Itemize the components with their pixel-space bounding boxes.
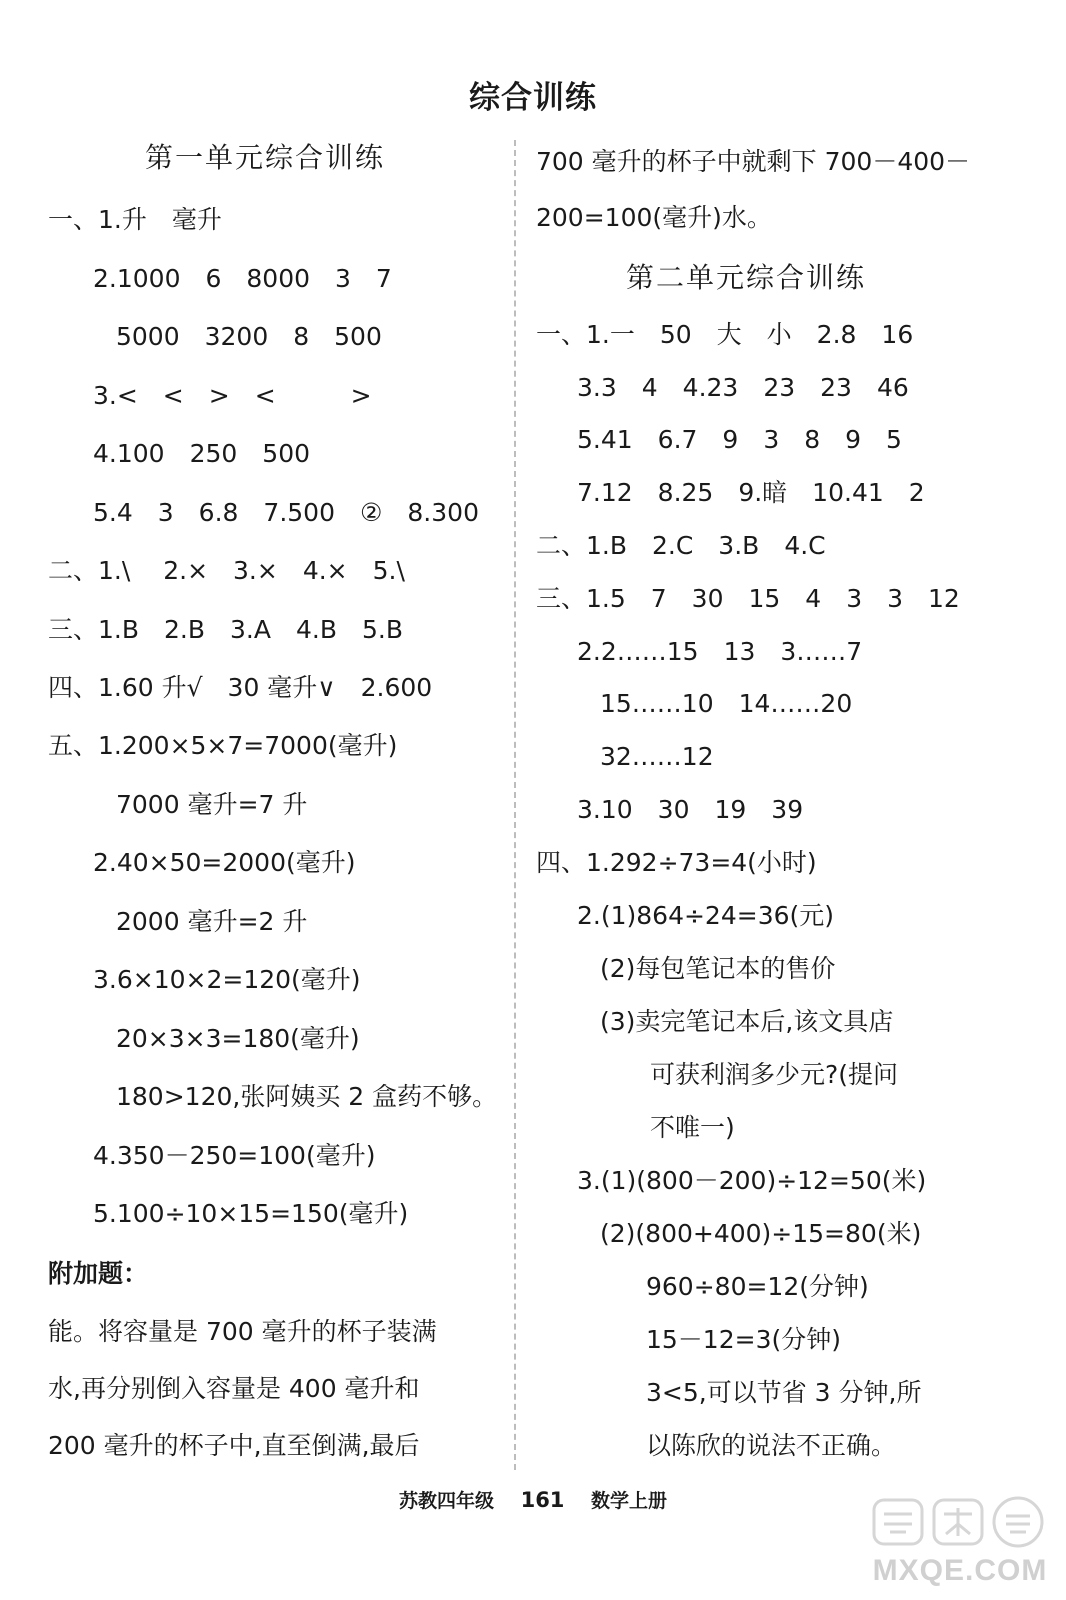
answer-line: 3.3 4 4.23 23 23 46 — [577, 373, 909, 402]
bonus-label: 附加题： — [48, 1259, 149, 1288]
answer-line: 四、1.292÷73=4(小时) — [536, 848, 817, 877]
answer-line: (3)卖完笔记本后,该文具店 — [600, 1007, 894, 1036]
section-title-unit-2: 第二单元综合训练 — [626, 261, 867, 294]
answer-line: 3.10 30 19 39 — [577, 795, 804, 824]
answer-line: 不唯一) — [650, 1113, 735, 1142]
page-number: 161 — [520, 1488, 565, 1512]
answer-line: 3.< < > < > — [93, 381, 372, 410]
answer-line: 三、1.5 7 30 15 4 3 3 12 — [536, 584, 960, 613]
answer-line: 3.6×10×2=120(毫升) — [93, 965, 361, 994]
answer-line: 32……12 — [600, 742, 714, 771]
bonus-line: 能。将容量是 700 毫升的杯子装满 — [48, 1317, 437, 1346]
footer-subject: 数学上册 — [591, 1490, 668, 1512]
answer-line: 三、1.B 2.B 3.A 4.B 5.B — [48, 615, 403, 644]
watermark-logo — [860, 1492, 1060, 1592]
answer-line: 5.100÷10×15=150(毫升) — [93, 1199, 409, 1228]
answer-line: 二、1.B 2.C 3.B 4.C — [536, 531, 826, 560]
section-title-unit-1: 第一单元综合训练 — [145, 141, 386, 174]
answer-line: 以陈欣的说法不正确。 — [646, 1431, 897, 1460]
answer-line: 2.2……15 13 3……7 — [577, 637, 863, 666]
answer-line: 2000 毫升=2 升 — [116, 907, 308, 936]
answer-line: 3.(1)(800－200)÷12=50(米) — [577, 1166, 927, 1195]
page-title: 综合训练 — [469, 80, 597, 116]
bonus-continuation-line: 200=100(毫升)水。 — [536, 203, 772, 232]
footer-grade: 苏教四年级 — [398, 1490, 494, 1512]
answer-line: 3<5,可以节省 3 分钟,所 — [646, 1378, 922, 1407]
answer-line: 2.(1)864÷24=36(元) — [577, 901, 835, 930]
answer-line: (2)每包笔记本的售价 — [600, 954, 836, 983]
answer-line: 一、1.升 毫升 — [48, 205, 222, 234]
answer-line: 2.1000 6 8000 3 7 — [93, 264, 392, 293]
bonus-line: 200 毫升的杯子中,直至倒满,最后 — [48, 1431, 420, 1460]
answer-line: 20×3×3=180(毫升) — [116, 1024, 360, 1053]
answer-line: 4.350－250=100(毫升) — [93, 1141, 376, 1170]
answer-line: 7000 毫升=7 升 — [116, 790, 308, 819]
answer-line: 960÷80=12(分钟) — [646, 1272, 869, 1301]
answer-line: 二、1.\ 2.× 3.× 4.× 5.\ — [48, 556, 405, 585]
answer-line: 5000 3200 8 500 — [116, 322, 382, 351]
answer-line: 5.41 6.7 9 3 8 9 5 — [577, 425, 902, 454]
answer-line: 四、1.60 升√ 30 毫升∨ 2.600 — [48, 673, 433, 702]
answer-line: 7.12 8.25 9.暗 10.41 2 — [577, 478, 925, 507]
answer-line: 15……10 14……20 — [600, 689, 853, 718]
answer-line: 4.100 250 500 — [93, 439, 311, 468]
answer-line: 180>120,张阿姨买 2 盒药不够。 — [116, 1082, 498, 1111]
answer-line: (2)(800+400)÷15=80(米) — [600, 1219, 922, 1248]
answer-line: 5.4 3 6.8 7.500 ② 8.300 — [93, 498, 479, 527]
column-divider — [514, 140, 516, 1470]
bonus-line: 水,再分别倒入容量是 400 毫升和 — [48, 1374, 420, 1403]
bonus-continuation-line: 700 毫升的杯子中就剩下 700－400－ — [536, 147, 971, 176]
answer-line: 15－12=3(分钟) — [646, 1325, 841, 1354]
answer-line: 一、1.一 50 大 小 2.8 16 — [536, 320, 914, 349]
answer-line: 2.40×50=2000(毫升) — [93, 848, 356, 877]
answer-line: 可获利润多少元?(提问 — [650, 1060, 899, 1089]
watermark-logo-icon — [860, 1492, 1060, 1554]
answer-line: 五、1.200×5×7=7000(毫升) — [48, 731, 398, 760]
watermark-url: MXQE.COM — [872, 1554, 1048, 1587]
